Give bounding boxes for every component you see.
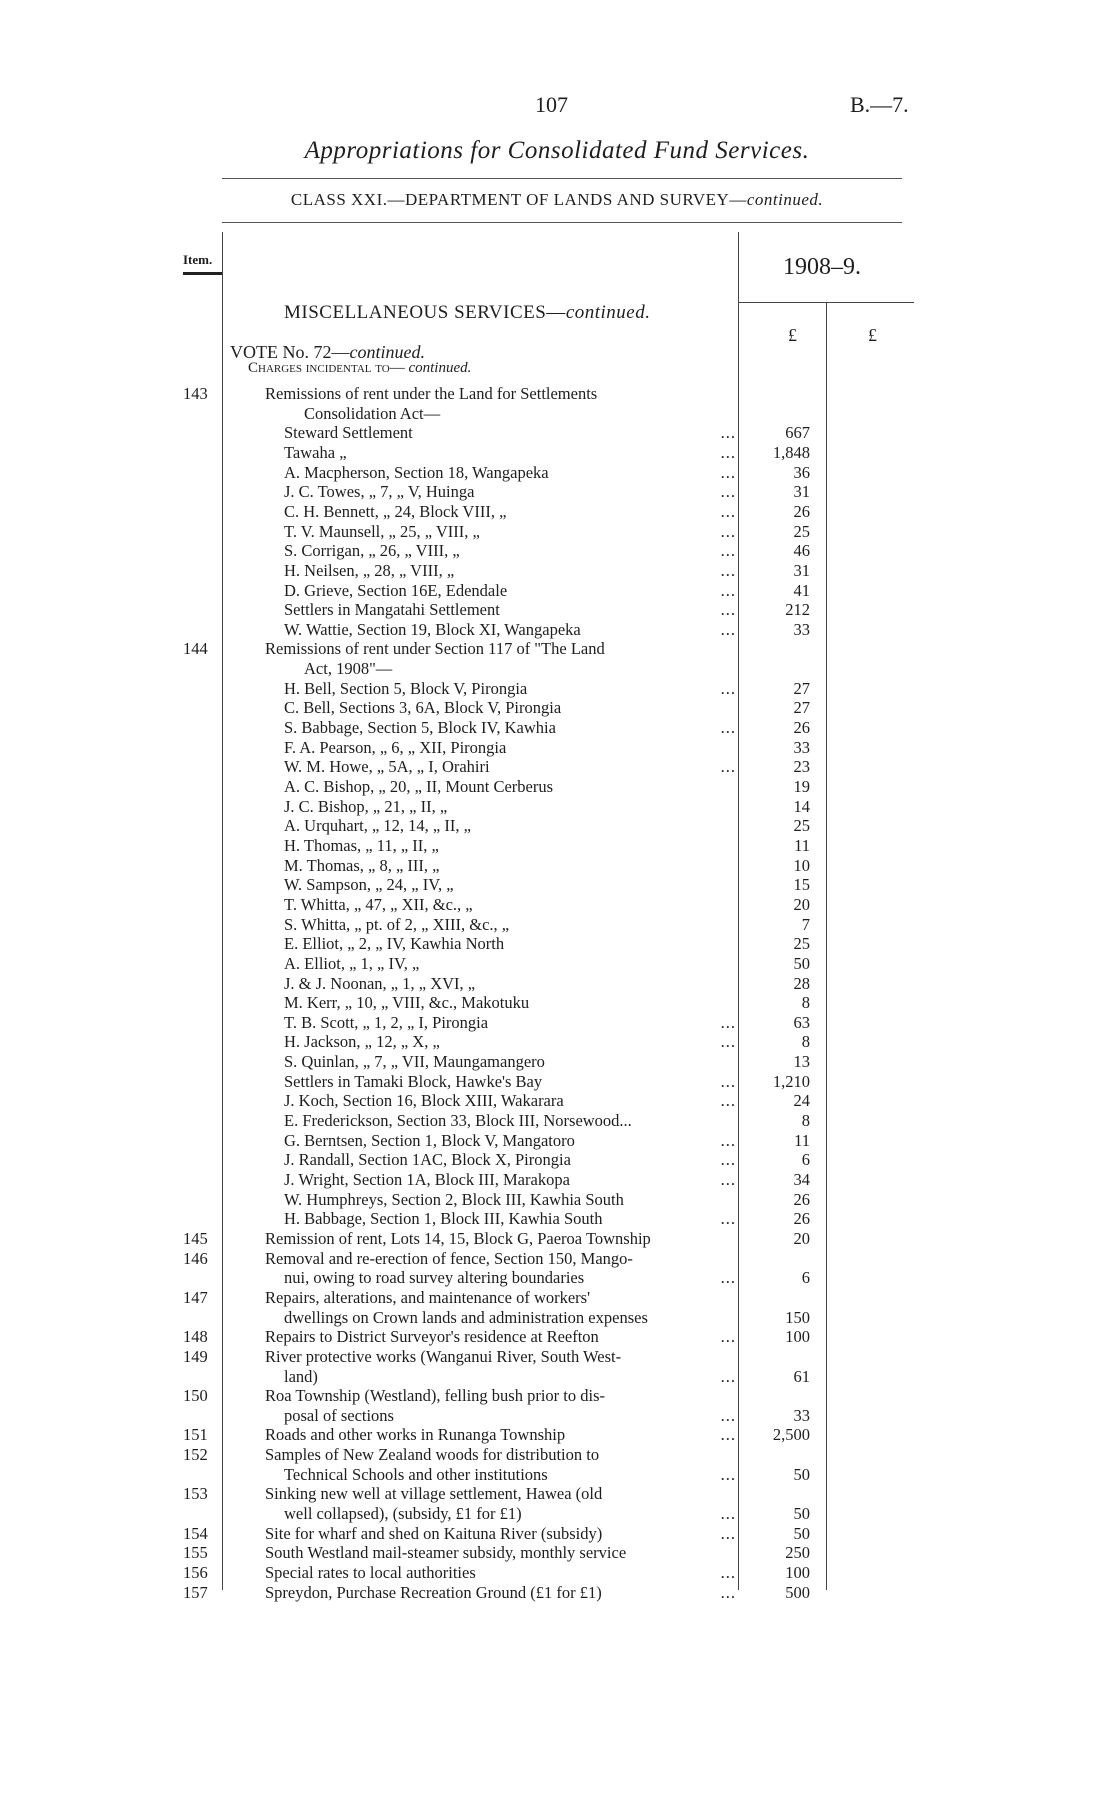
- leader-dots: ...: [720, 1091, 736, 1111]
- item-description: Repairs, alterations, and maintenance of workers': [265, 1287, 591, 1307]
- item-description: J. C. Bishop, „ 21, „ II, „: [284, 796, 448, 816]
- item-amount: 20: [793, 894, 810, 914]
- table-row: [0, 620, 1114, 639]
- leader-dots: ...: [720, 1150, 736, 1170]
- item-description: J. Wright, Section 1A, Block III, Marakopa: [284, 1170, 570, 1189]
- item-amount: 10: [793, 855, 810, 875]
- item-amount: 41: [793, 580, 810, 600]
- table-row: [0, 915, 1114, 934]
- table-row: [0, 777, 1114, 796]
- leader-dots: ...: [720, 1327, 736, 1347]
- leader-dots: ...: [720, 619, 736, 639]
- item-description: S. Corrigan, „ 26, „ VIII, „: [284, 541, 460, 561]
- item-amount: 36: [793, 462, 810, 482]
- item-number: 153: [183, 1484, 208, 1504]
- item-description: Technical Schools and other institutions: [284, 1464, 548, 1484]
- item-description: nui, owing to road survey altering boundaries: [284, 1268, 585, 1288]
- item-description: Settlers in Mangatahi Settlement: [284, 600, 500, 620]
- item-number: 148: [183, 1327, 208, 1347]
- item-amount: 20: [793, 1228, 810, 1248]
- table-row: [0, 1465, 1114, 1484]
- item-description: Settlers in Tamaki Block, Hawke's Bay: [284, 1071, 543, 1091]
- item-description: E. Frederickson, Section 33, Block III, Norsewood...: [284, 1111, 632, 1131]
- item-amount: 19: [793, 777, 810, 796]
- table-row: [0, 816, 1114, 835]
- table-row: [0, 757, 1114, 776]
- item-amount: 63: [793, 1012, 810, 1032]
- item-amount: 15: [793, 875, 810, 895]
- item-description: J. & J. Noonan, „ 1, „ XVI, „: [284, 973, 476, 993]
- table-row: [0, 1091, 1114, 1110]
- leader-dots: ...: [720, 521, 736, 541]
- table-row: [0, 974, 1114, 993]
- item-amount: 26: [793, 1209, 810, 1229]
- item-description: F. A. Pearson, „ 6, „ XII, Pirongia: [284, 737, 507, 757]
- table-row: [0, 1524, 1114, 1543]
- page-number: 107: [535, 92, 568, 117]
- item-description: S. Whitta, „ pt. of 2, „ XIII, &c., „: [284, 914, 510, 934]
- item-description: H. Thomas, „ 11, „ II, „: [284, 835, 439, 855]
- item-number: 150: [183, 1386, 208, 1406]
- item-description: land): [284, 1366, 318, 1386]
- item-description: well collapsed), (subsidy, £1 for £1): [284, 1504, 522, 1524]
- leader-dots: ...: [720, 501, 736, 521]
- table-row: [0, 1229, 1114, 1248]
- table-row: [0, 1072, 1114, 1091]
- item-number: 155: [183, 1543, 208, 1563]
- item-amount: 27: [793, 678, 810, 698]
- table-row: [0, 423, 1114, 442]
- item-description: Roa Township (Westland), felling bush prior to dis-: [265, 1386, 606, 1406]
- table-row: [0, 443, 1114, 462]
- item-amount: 2,500: [772, 1425, 810, 1445]
- table-row: [0, 895, 1114, 914]
- item-description: dwellings on Crown lands and administration expenses: [284, 1307, 648, 1327]
- leader-dots: ...: [720, 678, 736, 698]
- leader-dots: ...: [720, 1563, 736, 1582]
- item-number: 147: [183, 1287, 208, 1307]
- item-description: H. Neilsen, „ 28, „ VIII, „: [284, 560, 455, 580]
- item-amount: 26: [793, 1189, 810, 1209]
- leader-dots: ...: [720, 1366, 736, 1386]
- leader-dots: ...: [720, 1504, 736, 1524]
- table-row: [0, 1013, 1114, 1032]
- item-description: South Westland mail-steamer subsidy, monthly service: [265, 1543, 627, 1563]
- table-row: [0, 954, 1114, 973]
- leader-dots: ...: [720, 1405, 736, 1425]
- table-row: [0, 1563, 1114, 1582]
- item-description: Remission of rent, Lots 14, 15, Block G, Paeroa Township: [265, 1228, 651, 1248]
- leader-dots: ...: [720, 1209, 736, 1229]
- item-amount: 250: [785, 1543, 810, 1563]
- class-heading-suffix: continued.: [746, 190, 824, 209]
- table-row: [0, 698, 1114, 717]
- item-description: J. Koch, Section 16, Block XIII, Wakarara: [284, 1091, 564, 1111]
- item-amount: 33: [793, 619, 810, 639]
- item-number: 154: [183, 1523, 208, 1543]
- charges-subheading-text: Charges incidental to—: [248, 360, 405, 376]
- leader-dots: ...: [720, 1071, 736, 1091]
- item-amount: 34: [793, 1170, 810, 1189]
- table-row: [0, 1209, 1114, 1228]
- item-description: Remissions of rent under Section 117 of "The Land: [265, 639, 605, 659]
- leader-dots: ...: [720, 718, 736, 738]
- table-row: [0, 384, 1114, 403]
- item-description: Repairs to District Surveyor's residence at Reefton: [265, 1327, 599, 1347]
- item-amount: 14: [793, 796, 810, 816]
- item-description: Spreydon, Purchase Recreation Ground (£1 for £1): [265, 1582, 602, 1602]
- table-row: [0, 1406, 1114, 1425]
- table-row: [0, 1131, 1114, 1150]
- item-description: A. Macpherson, Section 18, Wangapeka: [284, 462, 549, 482]
- item-amount: 1,210: [772, 1071, 810, 1091]
- item-amount: 23: [793, 757, 810, 777]
- item-description: W. Sampson, „ 24, „ IV, „: [284, 875, 454, 895]
- item-amount: 61: [793, 1366, 810, 1386]
- table-row: [0, 856, 1114, 875]
- item-description: posal of sections: [284, 1405, 394, 1425]
- item-amount: 8: [801, 1032, 810, 1052]
- item-column-header: Item.: [183, 252, 213, 267]
- item-amount: 27: [793, 698, 810, 718]
- table-row: [0, 482, 1114, 501]
- item-description: Consolidation Act—: [304, 403, 441, 423]
- item-amount: 33: [793, 1405, 810, 1425]
- item-amount: 50: [793, 1464, 810, 1484]
- table-row: [0, 875, 1114, 894]
- leader-dots: ...: [720, 757, 736, 777]
- section-heading-suffix: continued.: [565, 302, 651, 323]
- table-row: [0, 1111, 1114, 1130]
- table-row: [0, 836, 1114, 855]
- leader-dots: ...: [720, 1582, 736, 1602]
- leader-dots: ...: [720, 600, 736, 620]
- table-row: [0, 502, 1114, 521]
- leader-dots: ...: [720, 1268, 736, 1288]
- item-description: A. Urquhart, „ 12, 14, „ II, „: [284, 816, 471, 836]
- table-row: [0, 1150, 1114, 1169]
- table-row: [0, 1543, 1114, 1562]
- item-description: Tawaha „: [284, 442, 347, 462]
- table-row: [0, 404, 1114, 423]
- item-amount: 100: [785, 1563, 810, 1582]
- item-description: T. Whitta, „ 47, „ XII, &c., „: [284, 894, 473, 914]
- table-row: [0, 1484, 1114, 1503]
- item-amount: 7: [801, 914, 810, 934]
- table-row: [0, 1504, 1114, 1523]
- document-reference: B.—7.: [850, 92, 909, 117]
- item-number: 144: [183, 639, 208, 659]
- item-description: A. Elliot, „ 1, „ IV, „: [284, 953, 420, 973]
- item-amount: 50: [793, 953, 810, 973]
- item-description: W. Humphreys, Section 2, Block III, Kawhia South: [284, 1189, 624, 1209]
- item-amount: 212: [785, 600, 810, 620]
- table-row: [0, 1249, 1114, 1268]
- item-amount: 46: [793, 541, 810, 561]
- item-amount: 25: [793, 934, 810, 954]
- item-description: G. Berntsen, Section 1, Block V, Mangatoro: [284, 1130, 575, 1150]
- item-amount: 25: [793, 816, 810, 836]
- table-row: [0, 541, 1114, 560]
- item-description: Samples of New Zealand woods for distribution to: [265, 1445, 600, 1465]
- leader-dots: ...: [720, 462, 736, 482]
- item-description: Removal and re-erection of fence, Section 150, Mango-: [265, 1248, 633, 1268]
- item-amount: 26: [793, 718, 810, 738]
- item-number: 152: [183, 1445, 208, 1465]
- item-amount: 667: [785, 423, 810, 443]
- table-row: [0, 1288, 1114, 1307]
- table-row: [0, 1308, 1114, 1327]
- item-description: S. Quinlan, „ 7, „ VII, Maungamangero: [284, 1052, 545, 1072]
- item-description: M. Kerr, „ 10, „ VIII, &c., Makotuku: [284, 993, 530, 1013]
- table-row: [0, 522, 1114, 541]
- item-description: C. Bell, Sections 3, 6A, Block V, Pirongia: [284, 698, 562, 718]
- item-amount: 8: [801, 993, 810, 1013]
- item-description: W. Wattie, Section 19, Block XI, Wangapeka: [284, 619, 581, 639]
- item-number: 143: [183, 384, 208, 403]
- table-row: [0, 639, 1114, 658]
- leader-dots: ...: [720, 482, 736, 502]
- item-amount: 50: [793, 1523, 810, 1543]
- item-description: Roads and other works in Runanga Township: [265, 1425, 566, 1445]
- item-description: H. Bell, Section 5, Block V, Pirongia: [284, 678, 528, 698]
- leader-dots: ...: [720, 1032, 736, 1052]
- table-row: [0, 1170, 1114, 1189]
- table-row: [0, 1052, 1114, 1071]
- vote-heading-suffix: continued.: [349, 342, 425, 362]
- item-amount: 24: [793, 1091, 810, 1111]
- item-description: T. B. Scott, „ 1, 2, „ I, Pirongia: [284, 1012, 489, 1032]
- charges-subheading-suffix: continued.: [408, 360, 472, 376]
- item-amount: 28: [793, 973, 810, 993]
- leader-dots: ...: [720, 1130, 736, 1150]
- page-title: Appropriations for Consolidated Fund Services.: [304, 137, 810, 164]
- item-description: Steward Settlement: [284, 423, 413, 443]
- year-column-header: 1908–9.: [783, 254, 861, 280]
- leader-dots: ...: [720, 541, 736, 561]
- pound-symbol-2: £: [868, 325, 877, 345]
- class-heading-text: CLASS XXI.—DEPARTMENT OF LANDS AND SURVEY—: [290, 190, 747, 209]
- table-row: [0, 1190, 1114, 1209]
- table-row: [0, 1425, 1114, 1444]
- table-row: [0, 600, 1114, 619]
- table-row: [0, 1347, 1114, 1366]
- table-row: [0, 934, 1114, 953]
- table-row: [0, 1327, 1114, 1346]
- table-row: [0, 1367, 1114, 1386]
- item-amount: 13: [793, 1052, 810, 1072]
- table-row: [0, 659, 1114, 678]
- item-amount: 11: [794, 835, 810, 855]
- item-number: 151: [183, 1425, 208, 1445]
- item-amount: 11: [794, 1130, 810, 1150]
- item-description: J. Randall, Section 1AC, Block X, Pirongia: [284, 1150, 571, 1170]
- item-description: J. C. Towes, „ 7, „ V, Huinga: [284, 482, 475, 502]
- table-row: [0, 1445, 1114, 1464]
- table-row: [0, 1268, 1114, 1287]
- vote-heading-text: VOTE No. 72—: [230, 342, 350, 362]
- item-description: Act, 1908"—: [304, 659, 393, 679]
- leader-dots: ...: [720, 1425, 736, 1445]
- item-description: T. V. Maunsell, „ 25, „ VIII, „: [284, 521, 480, 541]
- item-description: Sinking new well at village settlement, Hawea (old: [265, 1484, 603, 1504]
- item-number: 145: [183, 1228, 208, 1248]
- item-amount: 25: [793, 521, 810, 541]
- item-description: Remissions of rent under the Land for Settlements: [265, 384, 598, 403]
- item-description: M. Thomas, „ 8, „ III, „: [284, 855, 440, 875]
- item-description: D. Grieve, Section 16E, Edendale: [284, 580, 508, 600]
- item-description: A. C. Bishop, „ 20, „ II, Mount Cerberus: [284, 777, 554, 796]
- item-number: 156: [183, 1563, 208, 1582]
- section-heading-text: MISCELLANEOUS SERVICES—: [284, 302, 566, 323]
- table-row: [0, 1583, 1114, 1602]
- pound-symbol-1: £: [788, 325, 797, 345]
- item-description: Site for wharf and shed on Kaituna River (subsidy): [265, 1523, 603, 1543]
- leader-dots: ...: [720, 423, 736, 443]
- table-row: [0, 679, 1114, 698]
- leader-dots: ...: [720, 442, 736, 462]
- table-row: [0, 738, 1114, 757]
- table-row: [0, 561, 1114, 580]
- item-description: S. Babbage, Section 5, Block IV, Kawhia: [284, 718, 556, 738]
- leader-dots: ...: [720, 580, 736, 600]
- item-amount: 100: [785, 1327, 810, 1347]
- item-number: 146: [183, 1248, 208, 1268]
- leader-dots: ...: [720, 1170, 736, 1189]
- item-amount: 8: [801, 1111, 810, 1131]
- item-description: C. H. Bennett, „ 24, Block VIII, „: [284, 501, 507, 521]
- item-amount: 50: [793, 1504, 810, 1524]
- item-amount: 26: [793, 501, 810, 521]
- item-amount: 150: [785, 1307, 810, 1327]
- item-description: Special rates to local authorities: [265, 1563, 476, 1582]
- table-row: [0, 463, 1114, 482]
- table-row: [0, 797, 1114, 816]
- table-row: [0, 718, 1114, 737]
- item-amount: 31: [793, 482, 810, 502]
- leader-dots: ...: [720, 560, 736, 580]
- item-amount: 1,848: [772, 442, 810, 462]
- item-number: 149: [183, 1346, 208, 1366]
- table-row: [0, 1032, 1114, 1051]
- item-amount: 6: [801, 1268, 810, 1288]
- table-row: [0, 993, 1114, 1012]
- item-amount: 6: [801, 1150, 810, 1170]
- item-description: E. Elliot, „ 2, „ IV, Kawhia North: [284, 934, 505, 954]
- item-amount: 31: [793, 560, 810, 580]
- leader-dots: ...: [720, 1012, 736, 1032]
- item-number: 157: [183, 1582, 208, 1602]
- table-row: [0, 1386, 1114, 1405]
- item-description: H. Jackson, „ 12, „ X, „: [284, 1032, 440, 1052]
- item-description: River protective works (Wanganui River, South West-: [265, 1346, 622, 1366]
- item-amount: 500: [785, 1582, 810, 1602]
- item-amount: 33: [793, 737, 810, 757]
- table-row: [0, 581, 1114, 600]
- leader-dots: ...: [720, 1523, 736, 1543]
- item-description: H. Babbage, Section 1, Block III, Kawhia South: [284, 1209, 603, 1229]
- item-description: W. M. Howe, „ 5A, „ I, Orahiri: [284, 757, 490, 777]
- leader-dots: ...: [720, 1464, 736, 1484]
